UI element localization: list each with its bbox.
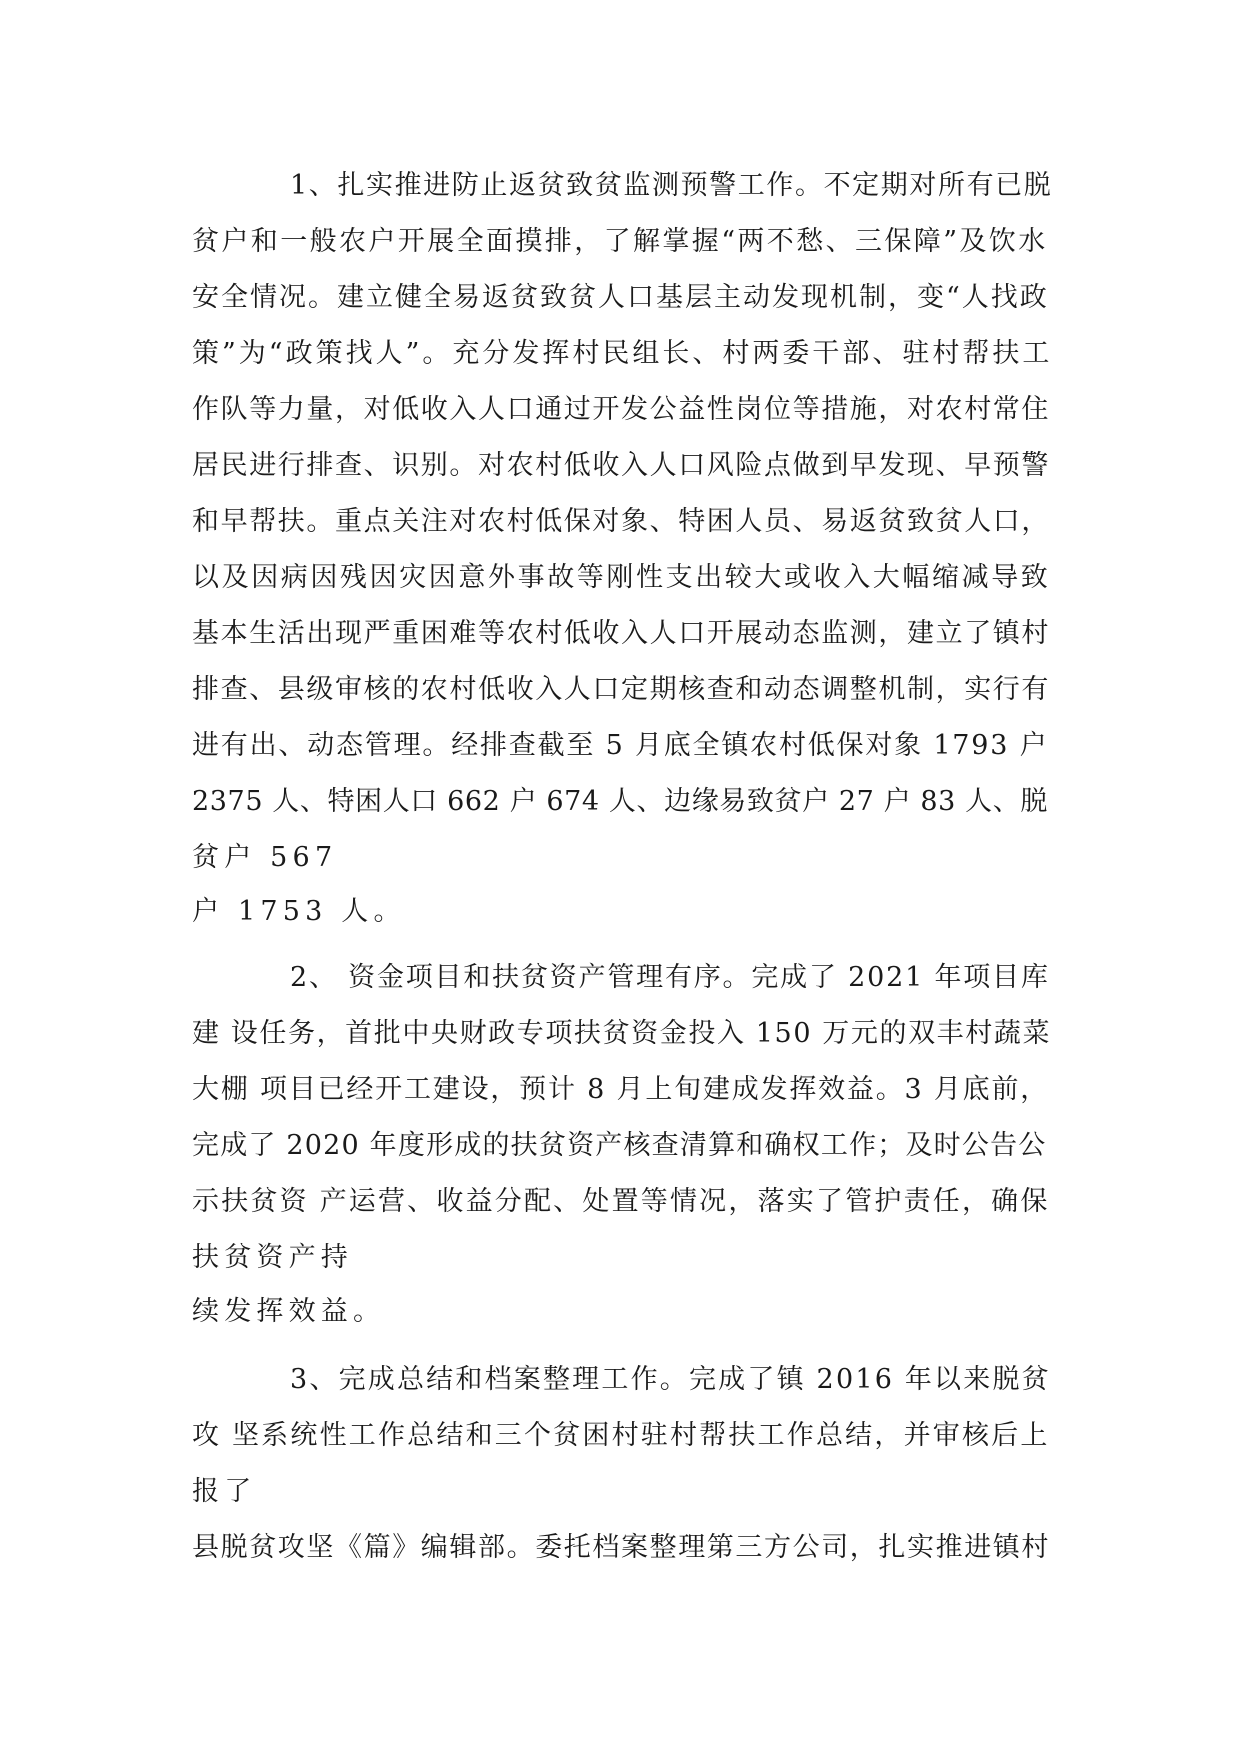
text-line: 户 1753 人。 [192,896,406,927]
text-line: 作队等力量，对低收入人口通过开发公益性岗位等措施，对农村常住 [192,394,1050,425]
text-line: 扶贫资产持 [192,1242,353,1273]
text-line: 以及因病因残因灾因意外事故等刚性支出较大或收入大幅缩减导致 [192,562,1051,593]
text-line: 和早帮扶。重点关注对农村低保对象、特困人员、易返贫致贫人口， [192,506,1050,537]
text-line: 县脱贫攻坚《篇》编辑部。委托档案整理第三方公司，扎实推进镇村 [192,1532,1050,1563]
text-line: 完成了 2020 年度形成的扶贫资产核查清算和确权工作；及时公告公 [192,1130,1047,1161]
text-line: 贫户和一般农户开展全面摸排，了解掌握“两不愁、三保障”及饮水 [192,226,1048,257]
text-line: 2、 资金项目和扶贫资产管理有序。完成了 2021 年项目库 [290,962,1050,993]
text-line: 排查、县级审核的农村低收入人口定期核查和动态调整机制，实行有 [192,674,1050,705]
text-line: 示扶贫资 产运营、收益分配、处置等情况，落实了管护责任，确保 [192,1186,1050,1217]
text-line: 进有出、动态管理。经排查截至 5 月底全镇农村低保对象 1793 户 [192,730,1049,761]
text-line: 续发挥效益。 [192,1296,386,1327]
text-line: 1、扎实推进防止返贫致贫监测预警工作。不定期对所有已脱 [290,170,1053,201]
text-line: 3、完成总结和档案整理工作。完成了镇 2016 年以来脱贫 [290,1364,1051,1395]
text-line: 大棚 项目已经开工建设，预计 8 月上旬建成发挥效益。3 月底前， [192,1074,1050,1105]
text-line: 基本生活出现严重困难等农村低收入人口开展动态监测，建立了镇村 [192,618,1050,649]
text-line: 攻 坚系统性工作总结和三个贫困村驻村帮扶工作总结，并审核后上 [192,1420,1050,1451]
text-line: 贫户 567 [192,842,338,873]
text-line: 策”为“政策找人”。充分发挥村民组长、村两委干部、驻村帮扶工 [192,338,1053,369]
text-line: 居民进行排查、识别。对农村低收入人口风险点做到早发现、早预警 [192,450,1050,481]
text-line: 2375 人、特困人口 662 户 674 人、边缘易致贫户 27 户 83 人、脱 [192,786,1048,817]
text-line: 安全情况。建立健全易返贫致贫人口基层主动发现机制，变“人找政 [192,282,1049,313]
text-line: 建 设任务，首批中央财政专项扶贫资金投入 150 万元的双丰村蔬菜 [192,1018,1052,1049]
text-line: 报了 [192,1476,257,1507]
